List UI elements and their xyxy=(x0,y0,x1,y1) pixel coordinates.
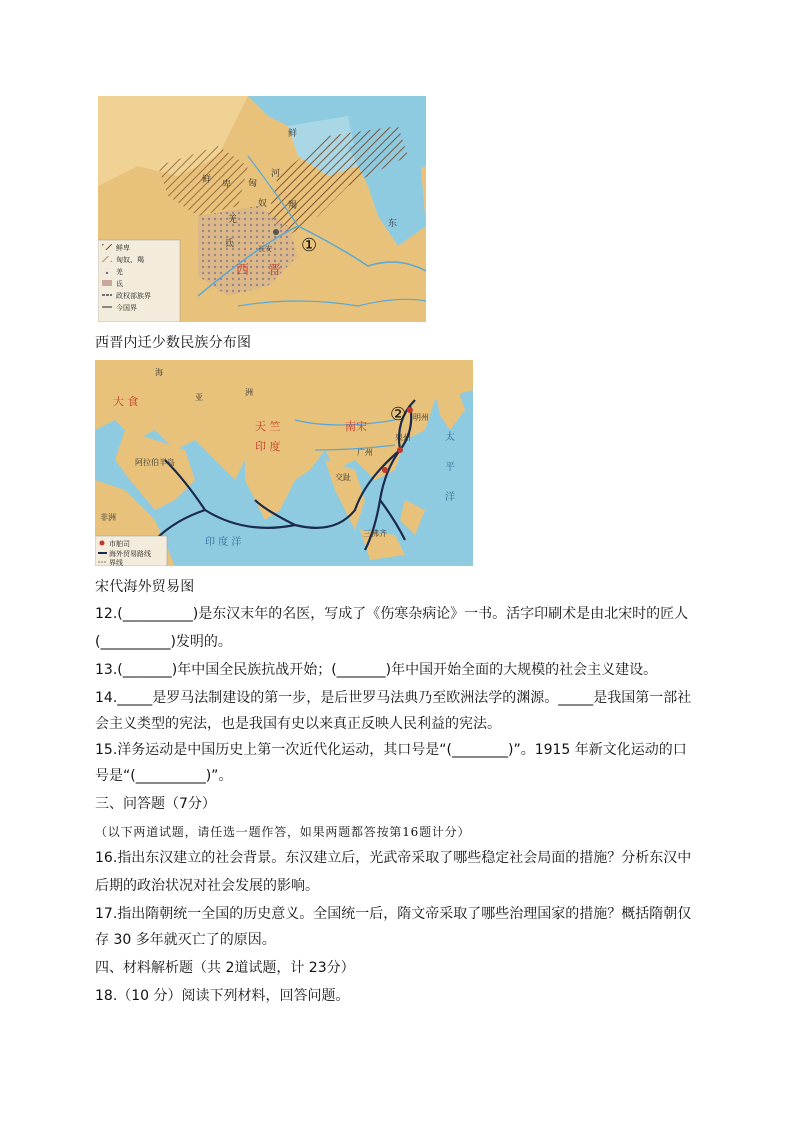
label-tai: 太 xyxy=(445,432,455,443)
label-di: 氐 xyxy=(225,239,235,249)
label-xiong: 匈 xyxy=(248,179,258,189)
legend-xianbei: 鲜卑 xyxy=(116,244,130,252)
legend-modern-border: 今国界 xyxy=(116,304,137,312)
label-mingzhou: 明州 xyxy=(413,413,429,422)
map1-caption: 西晋内迁少数民族分布图 xyxy=(95,335,252,351)
label-he: 河 xyxy=(271,169,281,179)
label-hai: 海 xyxy=(155,368,163,377)
question-17-line2: 存 30 多年就灭亡了的原因。 xyxy=(95,932,276,948)
label-nu: 奴 xyxy=(258,199,268,209)
question-13: 13.(_______)年中国全民族抗战开始；(_______)年中国开始全面的大规模的社会主义建设。 xyxy=(95,662,658,678)
label-ya: 亚 xyxy=(195,393,203,402)
map-song-overseas-trade xyxy=(95,360,473,566)
question-17-line1: 17.指出隋朝统一全国的历史意义。全国统一后，隋文帝采取了哪些治理国家的措施？概括隋朝仅 xyxy=(95,906,692,922)
section-3-title: 三、问答题（7分） xyxy=(95,796,216,812)
label-feizhou: 非洲 xyxy=(100,513,116,522)
legend-di: 氐 xyxy=(116,280,123,288)
label-jiao: 交趾 xyxy=(335,473,351,482)
label-jie: 羯 xyxy=(288,201,298,211)
marker-2: ② xyxy=(390,404,407,425)
label-dashi: 大 食 xyxy=(113,395,139,408)
legend-regime-border: 政权部族界 xyxy=(116,292,151,300)
map-western-jin-ethnic-distribution xyxy=(98,96,426,322)
question-12-line2: (__________)发明的。 xyxy=(95,634,232,650)
label-xianbei-top: 鲜 xyxy=(288,129,298,139)
legend-shibosi: 市舶司 xyxy=(109,540,130,548)
label-indian-ocean: 印 度 洋 xyxy=(205,537,242,548)
label-guangzhou: 广州 xyxy=(357,448,373,457)
legend-trade-route: 海外贸易路线 xyxy=(109,550,151,558)
label-sanfoqi: 三佛齐 xyxy=(363,529,387,538)
label-quanzhou: 泉州 xyxy=(395,433,411,442)
label-yang: 洋 xyxy=(445,492,455,503)
label-qiang: 羌 xyxy=(228,215,238,225)
legend-border: 界线 xyxy=(109,559,123,566)
question-12-line1: 12.(__________)是东汉末年的名医，写成了《伤寒杂病论》一书。活字印刷术是由北宋时的匠人 xyxy=(95,606,689,622)
label-yindu: 印 度 xyxy=(255,440,281,453)
legend-qiang: 羌 xyxy=(116,268,123,276)
label-jin: 晋 xyxy=(268,263,282,278)
map2-caption: 宋代海外贸易图 xyxy=(95,579,195,595)
section-4-title: 四、材料解析题（共 2道试题，计 23分） xyxy=(95,960,355,976)
label-changan: 长安 xyxy=(258,245,272,253)
label-alabo: 阿拉伯半岛 xyxy=(135,458,175,467)
question-18: 18.（10 分）阅读下列材料，回答问题。 xyxy=(95,988,350,1004)
question-16-line2: 后期的政治状况对社会发展的影响。 xyxy=(95,878,319,894)
question-16-line1: 16.指出东汉建立的社会背景。东汉建立后，光武帝采取了哪些稳定社会局面的措施？分析东汉中 xyxy=(95,850,692,866)
section-3-note: （以下两道试题，请任选一题作答，如果两题都答按第16题计分） xyxy=(95,825,471,839)
question-14-line2: 会主义类型的宪法，也是我国有史以来真正反映人民利益的宪法。 xyxy=(95,716,501,732)
question-15-line1: 15.洋务运动是中国历史上第一次近代化运动，其口号是“(________)”。1915 年新文化运动的口 xyxy=(95,742,687,758)
label-xianbei-left: 鲜 xyxy=(202,175,212,185)
legend-xiongnu-jie: 匈奴、羯 xyxy=(116,256,144,264)
label-bei: 卑 xyxy=(222,180,232,190)
label-zhou: 洲 xyxy=(245,388,253,397)
marker-1: ① xyxy=(301,235,318,256)
label-dong: 东 xyxy=(388,219,398,229)
label-ping: 平 xyxy=(445,462,455,473)
label-xi: 西 xyxy=(236,263,250,278)
question-14-line1: 14._____是罗马法制建设的第一步，是后世罗马法典乃至欧洲法学的渊源。_____是我国第一部社 xyxy=(95,690,692,706)
question-15-line2: 号是“(__________)”。 xyxy=(95,768,233,784)
label-nansong: 南宋 xyxy=(345,420,367,433)
label-tianzhu: 天 竺 xyxy=(255,420,281,433)
